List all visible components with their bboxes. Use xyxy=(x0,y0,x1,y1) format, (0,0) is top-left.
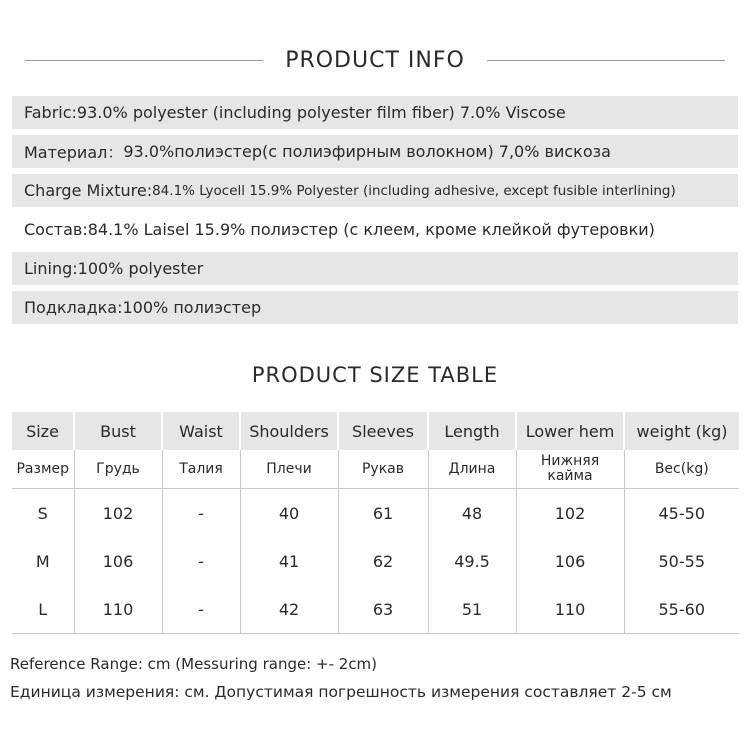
cell-weight: 55-60 xyxy=(624,585,739,634)
info-label: Состав: xyxy=(24,220,88,239)
header-ru-weight: Вес(kg) xyxy=(624,450,739,489)
header-ru-sleeves: Рукав xyxy=(338,450,428,489)
cell-size: L xyxy=(12,585,74,634)
info-text: 93.0% polyester (including polyester film fiber) 7.0% Viscose xyxy=(76,103,566,122)
info-row-charge-mixture xyxy=(12,174,738,207)
info-row-composition-ru xyxy=(12,213,738,246)
cell-lower-hem: 106 xyxy=(516,537,624,585)
cell-bust: 106 xyxy=(74,537,162,585)
size-table-title: PRODUCT SIZE TABLE xyxy=(251,363,499,387)
header-ru-length: Длина xyxy=(428,450,516,489)
cell-waist: - xyxy=(162,489,240,538)
cell-waist: - xyxy=(162,537,240,585)
header-length: Length xyxy=(428,412,516,450)
cell-length: 51 xyxy=(428,585,516,634)
heading-rule-left xyxy=(25,60,263,61)
header-ru-size: Размер xyxy=(12,450,74,489)
cell-weight: 45-50 xyxy=(624,489,739,538)
header-waist: Waist xyxy=(162,412,240,450)
cell-shoulders: 40 xyxy=(240,489,338,538)
size-table-header-en xyxy=(12,412,739,450)
header-sleeves: Sleeves xyxy=(338,412,428,450)
info-text: 100% polyester xyxy=(77,259,204,278)
header-ru-shoulders: Плечи xyxy=(240,450,338,489)
header-size: Size xyxy=(12,412,74,450)
info-label: Lining: xyxy=(24,259,78,278)
cell-size: S xyxy=(37,503,48,523)
product-info-title: PRODUCT INFO xyxy=(285,47,465,73)
cell-sleeves: 62 xyxy=(338,537,428,585)
header-lower-hem: Lower hem xyxy=(516,412,624,450)
cell-shoulders: 41 xyxy=(240,537,338,585)
table-row xyxy=(12,585,739,634)
product-info-heading xyxy=(0,44,750,76)
cell-sleeves: 61 xyxy=(338,489,428,538)
cell-size: M xyxy=(35,551,50,571)
info-label: Подкладка: xyxy=(24,298,123,317)
info-row-material-ru xyxy=(12,135,738,168)
cell-bust: 110 xyxy=(74,585,162,634)
cell-waist: - xyxy=(162,585,240,634)
info-row-lining-ru xyxy=(12,291,738,324)
cell-bust: 102 xyxy=(74,489,162,538)
table-row xyxy=(12,489,739,538)
info-row-fabric xyxy=(12,96,738,129)
header-ru-waist: Талия xyxy=(162,450,240,489)
cell-shoulders: 42 xyxy=(240,585,338,634)
info-label: Charge Mixture: xyxy=(24,181,153,200)
header-ru-lower-hem: Нижняя кайма xyxy=(516,450,624,489)
size-table-heading xyxy=(0,358,750,392)
measurement-notes xyxy=(10,651,745,707)
cell-length: 49.5 xyxy=(428,537,516,585)
heading-rule-right xyxy=(487,60,725,61)
info-text: 93.0%полиэстер(с полиэфирным волокном) 7,0% вискоза xyxy=(123,142,611,161)
cell-lower-hem: 102 xyxy=(516,489,624,538)
header-shoulders: Shoulders xyxy=(240,412,338,450)
info-text: 84.1% Laisel 15.9% полиэстер (с клеем, кроме клейкой футеровки) xyxy=(87,220,655,239)
product-info-list xyxy=(12,96,738,330)
header-ru-bust: Грудь xyxy=(74,450,162,489)
cell-lower-hem: 110 xyxy=(516,585,624,634)
table-row xyxy=(12,537,739,585)
cell-weight: 50-55 xyxy=(624,537,739,585)
size-table-header-ru xyxy=(12,450,739,489)
info-row-lining xyxy=(12,252,738,285)
header-weight: weight (kg) xyxy=(624,412,739,450)
cell-length: 48 xyxy=(428,489,516,538)
header-bust: Bust xyxy=(74,412,162,450)
size-table xyxy=(12,412,739,634)
info-text: 84.1% Lyocell 15.9% Polyester (including adhesive, except fusible interlining) xyxy=(152,182,676,199)
info-label: Материал： xyxy=(24,143,124,162)
cell-sleeves: 63 xyxy=(338,585,428,634)
info-label: Fabric: xyxy=(24,103,77,122)
info-text: 100% полиэстер xyxy=(122,298,262,317)
reference-range-note: Reference Range: cm (Messuring range: +- 2cm) xyxy=(10,655,378,673)
reference-range-note-ru: Единица измерения: см. Допустимая погрешность измерения составляет 2-5 см xyxy=(10,683,672,701)
